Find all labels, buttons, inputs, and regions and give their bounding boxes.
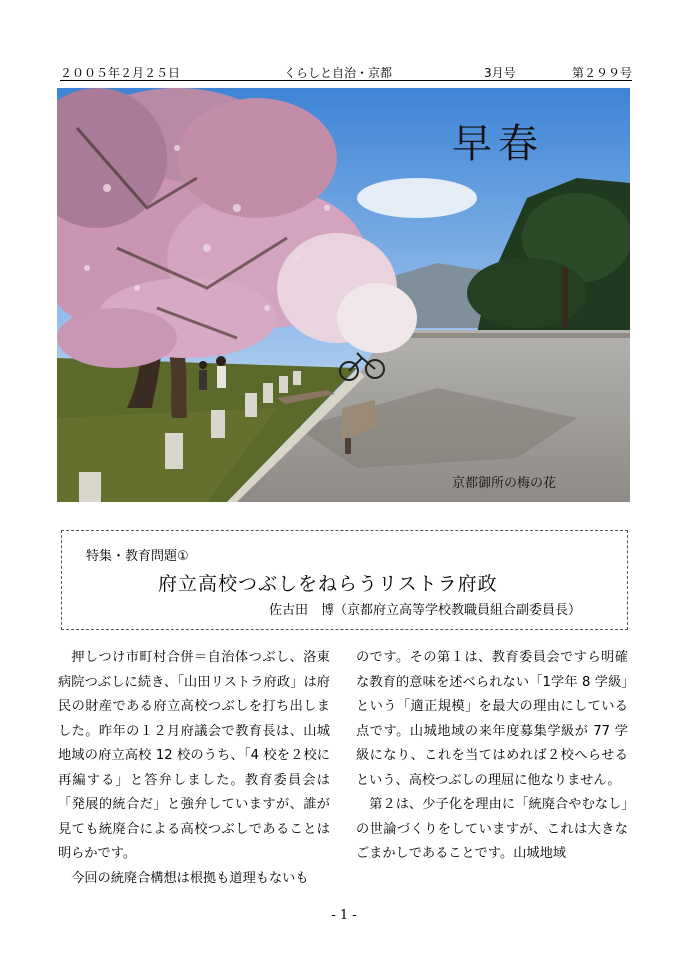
feature-box <box>61 530 628 630</box>
body-paragraph: のです。その第１は、教育委員会ですら明確な教育的意味を述べられない「1学年 8 学級」という「適正規模」を最大の理由にしている点です。山城地域の来年度募集学級が 77 学級になり、これを当てはめれば２校へらせるという、高校つぶしの理屈に他なりません。 <box>356 650 628 788</box>
feature-kicker: 特集・教育問題① <box>86 549 189 564</box>
body-paragraph: 今回の統廃合構想は根拠も道理もないも <box>71 870 309 886</box>
photo-title: 早春 <box>452 121 544 167</box>
photo-caption: 京都御所の梅の花 <box>452 476 557 491</box>
publication-name: くらしと自治・京都 <box>284 66 393 80</box>
page-number: - 1 - <box>331 908 357 923</box>
masthead-rule <box>60 80 632 81</box>
issue-date: ２００５年２月２５日 <box>60 66 181 80</box>
body-paragraph: 第２は、少子化を理由に「統廃合やむなし」の世論づくりをしていますが、これは大きなごまかしであることです。山城地域 <box>356 797 628 861</box>
feature-author: 佐古田 博（京都府立高等学校教職員組合副委員長） <box>268 603 581 618</box>
issue-month: 3月号 <box>484 66 516 80</box>
plum-blossom-photo <box>57 88 630 502</box>
cover-photo <box>57 88 630 502</box>
feature-headline: 府立高校つぶしをねらうリストラ府政 <box>158 573 498 595</box>
body-column-right <box>356 646 628 867</box>
issue-number: 第２９９号 <box>571 66 632 80</box>
body-column-left <box>58 646 330 891</box>
body-paragraph: 押しつけ市町村合併＝自治体つぶし、洛東病院つぶしに続き、「山田リストラ府政」は府民の財産である府立高校つぶしを打ち出しました。昨年の１２月府議会で教育長は、山城地域の府立高校 12 校のうち、「4 校を２校に再編する」と答弁しました。教育委員会は「発展的統合だ」と強弁していますが、誰が見ても統廃合による高校つぶしであることは明らかです。 <box>58 650 330 861</box>
